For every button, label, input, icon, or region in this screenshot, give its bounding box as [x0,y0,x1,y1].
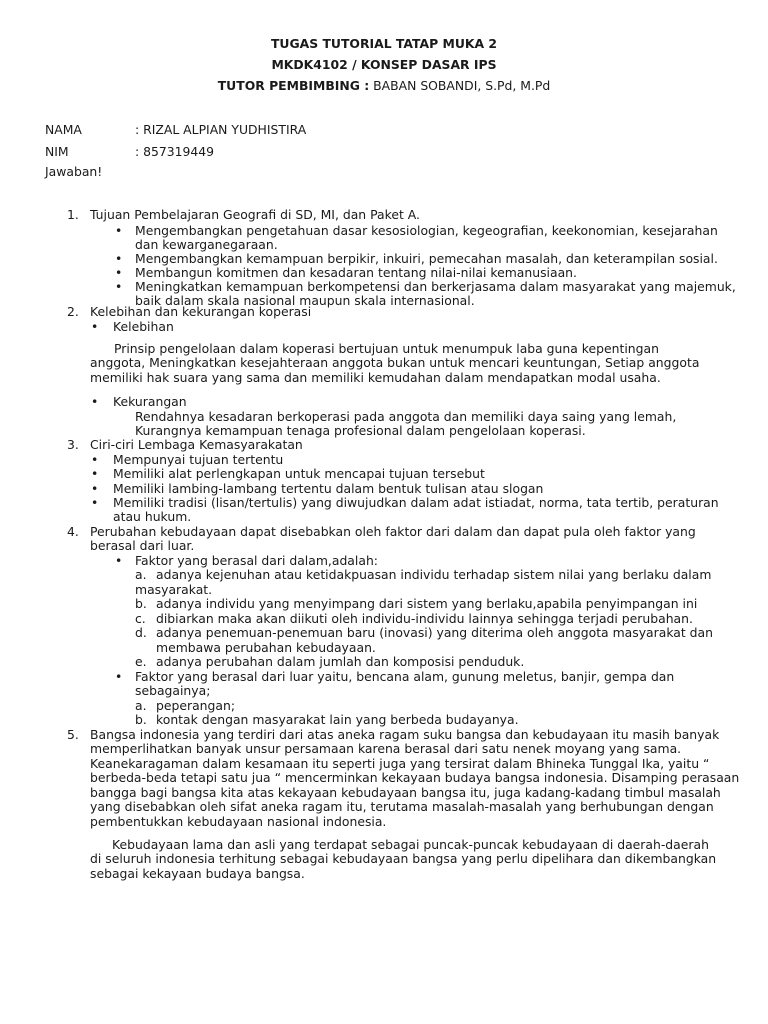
bullet: • [115,553,123,568]
paragraph-line: Perubahan kebudayaan dapat disebabkan oleh faktor dari dalam dan dapat pula oleh faktor yang [90,524,696,539]
paragraph-line: sebagai kekayaan budaya bangsa. [90,866,305,881]
list-item: Mempunyai tujuan tertentu [113,452,284,467]
bullet: • [91,466,99,481]
list-item: Memiliki lambing-lambang tertentu dalam bentuk tulisan atau slogan [113,481,544,496]
bullet: • [91,481,99,496]
name-label: NAMA [45,122,82,137]
paragraph-line: di seluruh indonesia terhitung sebagai kebudayaan bangsa yang perlu dipelihara dan dikembangkan [90,851,717,866]
paragraph-line: pembentukkan kebudayaan nasional indonesia. [90,814,387,829]
list-item: Meningkatkan kemampuan berkompetensi dan berkerjasama dalam masyarakat yang majemuk, [135,279,736,294]
course-code-title: MKDK4102 / KONSEP DASAR IPS [271,57,497,72]
paragraph-line: berasal dari luar. [90,538,195,553]
list-item: masyarakat. [135,582,213,597]
student-identity [45,123,306,167]
nim-label: NIM [45,144,69,159]
list-marker: a. [135,567,147,582]
list-item: Memiliki alat perlengkapan untuk mencapai tujuan tersebut [113,466,485,481]
list-number: 4. [67,524,79,539]
list-marker: a. [135,698,147,713]
list-marker: b. [135,596,147,611]
paragraph-line: Prinsip pengelolaan dalam koperasi bertujuan untuk menumpuk laba guna kepentingan [114,341,659,356]
list-item: kontak dengan masyarakat lain yang berbeda budayanya. [156,712,519,727]
paragraph-line: Rendahnya kesadaran berkoperasi pada anggota dan memiliki daya saing yang lemah, [135,409,677,424]
list-item: baik dalam skala nasional maupun skala internasional. [135,293,475,308]
list-marker: c. [135,611,146,626]
bullet: • [115,265,123,280]
internal-factors-heading: Faktor yang berasal dari dalam,adalah: [135,553,378,568]
name-row [45,123,306,145]
list-item: adanya perubahan dalam jumlah dan komposisi penduduk. [156,654,525,669]
list-number: 2. [67,304,79,319]
disadvantages-heading: Kekurangan [113,394,187,409]
document-header [0,37,768,100]
bullet: • [91,495,99,510]
paragraph-line: memiliki hak suara yang sama dan memiliki kemudahan dalam mendapatkan modal usaha. [90,370,661,385]
list-item: Mengembangkan pengetahuan dasar kesosiologian, kegeografian, keekonomian, kesejarahan [135,223,718,238]
bullet: • [91,394,99,409]
paragraph-line: Bangsa indonesia yang terdiri dari atas aneka ragam suku bangsa dan kebudayaan itu masih banyak [90,727,720,742]
bullet: • [115,251,123,266]
tutor-label: TUTOR PEMBIMBING : [217,78,370,93]
list-marker: b. [135,712,147,727]
list-item: Memiliki tradisi (lisan/tertulis) yang diwujudkan dalam adat istiadat, norma, tata tertib, peraturan [113,495,719,510]
list-item: dibiarkan maka akan diikuti oleh individu-individu lainnya sehingga terjadi perubahan. [156,611,693,626]
q2-title: Kelebihan dan kekurangan koperasi [90,304,312,319]
list-number: 5. [67,727,79,742]
list-item: membawa perubahan kebudayaan. [156,640,376,655]
bullet: • [115,669,123,684]
list-item: atau hukum. [113,509,192,524]
list-item: adanya penemuan-penemuan baru (inovasi) yang diterima oleh anggota masyarakat dan [156,625,713,640]
assignment-title: TUGAS TUTORIAL TATAP MUKA 2 [270,36,498,51]
paragraph-line: Kurangnya kemampuan tenaga profesional dalam pengelolaan koperasi. [135,423,586,438]
list-item: adanya kejenuhan atau ketidakpuasan individu terhadap sistem nilai yang berlaku dalam [156,567,712,582]
list-item: adanya individu yang menyimpang dari sistem yang berlaku,apabila penyimpangan ini [156,596,698,611]
answer-label: Jawaban! [45,164,103,179]
list-item: peperangan; [156,698,236,713]
paragraph-line: berbeda-beda tetapi satu jua “ mencerminkan kekayaan budaya bangsa indonesia. Disamping perasaan [90,770,740,785]
list-item: Membangun komitmen dan kesadaran tentang nilai-nilai kemanusiaan. [135,265,577,280]
bullet: • [91,319,99,334]
list-marker: e. [135,654,147,669]
bullet: • [115,279,123,294]
list-number: 3. [67,437,79,452]
q3-title: Ciri-ciri Lembaga Kemasyarakatan [90,437,303,452]
list-item: Mengembangkan kemampuan berpikir, inkuiri, pemecahan masalah, dan keterampilan sosial. [135,251,718,266]
list-number: 1. [67,207,79,222]
paragraph-line: yang disebabkan oleh sifat aneka ragam itu, terutama masalah-masalah yang berhubungan dengan [90,799,714,814]
paragraph-line: memperlihatkan banyak unsur persamaan karena berasal dari satu nenek moyang yang sama. [90,741,682,756]
external-factors-line: sebagainya; [135,683,211,698]
tutor-name: BABAN SOBANDI, S.Pd, M.Pd [369,78,551,93]
paragraph-line: anggota, Meningkatkan kesejahteraan anggota bukan untuk mencari keuntungan, Setiap anggota [90,355,700,370]
tutor-line [0,79,768,100]
q1-title: Tujuan Pembelajaran Geografi di SD, MI, dan Paket A. [90,207,420,222]
nim-value: : 857319449 [135,144,215,159]
name-value: : RIZAL ALPIAN YUDHISTIRA [135,122,307,137]
bullet: • [115,223,123,238]
external-factors-line: Faktor yang berasal dari luar yaitu, bencana alam, gunung meletus, banjir, gempa dan [135,669,675,684]
paragraph-line: Kebudayaan lama dan asli yang terdapat sebagai puncak-puncak kebudayaan di daerah-daerah [112,837,709,852]
paragraph-line: bangga bagi bangsa kita atas kekayaan kebudayaan bangsa itu, juga kadang-kadang timbul masalah [90,785,721,800]
paragraph-line: Keanekaragaman dalam kesamaan itu seperti juga yang tersirat dalam Bhineka Tunggal Ika, yaitu “ [90,756,710,771]
list-marker: d. [135,625,147,640]
list-item: dan kewarganegaraan. [135,237,278,252]
bullet: • [91,452,99,467]
advantages-heading: Kelebihan [113,319,174,334]
